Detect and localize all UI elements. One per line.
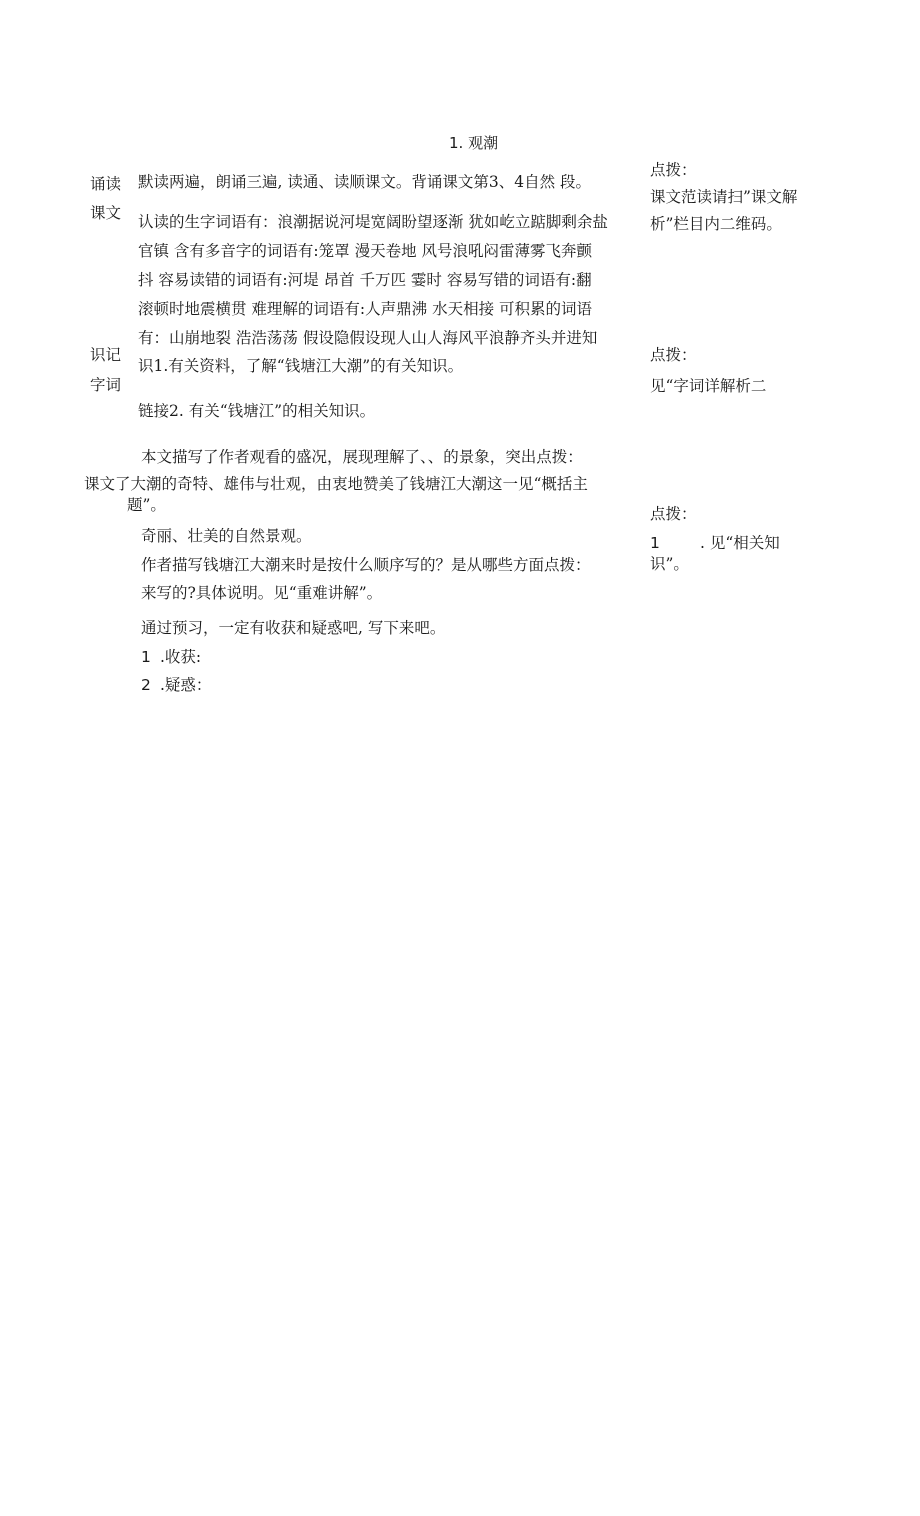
doubt-label: .疑惑： — [160, 676, 212, 694]
vocab-line-3: 抖 容易读错的词语有:河堤 昂首 千万匹 霎时 容易写错的词语有:翻 — [138, 271, 592, 289]
harvest-label: .收获: — [160, 648, 202, 666]
note3-line2: 识”。 — [650, 555, 689, 573]
question-line-1: 作者描写钱塘江大潮来时是按什么顺序写的？是从哪些方面点拨： — [141, 556, 591, 574]
note2-line1: 见“字词详解析二 — [650, 377, 767, 395]
harvest-number: 1 — [141, 648, 151, 666]
reading-instruction: 默读两遍，朗诵三遍, 读通、读顺课文。背诵课文第3、4自然 段。 — [138, 173, 592, 191]
note1-line1: 课文范读请扫”课文解 — [650, 188, 798, 206]
note3-title: 点拨： — [650, 505, 697, 523]
summary-line-3: 题”。 — [127, 496, 166, 514]
page-title: 1. 观潮 — [449, 134, 499, 152]
doubt-number: 2 — [141, 676, 151, 694]
label-vocab-line2: 字词 — [90, 376, 122, 394]
vocab-line-2: 官镇 含有多音字的词语有:笼罩 漫天卷地 风号浪吼闷雷薄雾飞奔颤 — [138, 242, 593, 260]
vocab-line-4: 滚顿时地震横贯 难理解的词语有:人声鼎沸 水天相接 可积累的词语 — [138, 300, 593, 318]
note3-line1: . 见“相关知 — [700, 534, 780, 552]
label-recite-line2: 课文 — [90, 204, 122, 222]
vocab-line-1: 认读的生字词语有：浪潮据说河堤宽阔盼望逐渐 犹如屹立踮脚剩余盐 — [138, 213, 608, 231]
summary-line-1: 本文描写了作者观看的盛况，展现理解了、、的景象，突出点拨： — [141, 448, 583, 466]
summary-line-2: 课文了大潮的奇特、雄伟与壮观，由衷地赞美了钱塘江大潮这一见“概括主 — [84, 475, 588, 493]
note2-title: 点拨： — [650, 346, 697, 364]
note1-line2: 析”栏目内二维码。 — [650, 215, 782, 233]
note1-title: 点拨： — [650, 161, 697, 179]
note3-number: 1 — [650, 534, 660, 552]
label-vocab-line1: 识记 — [90, 346, 122, 364]
label-recite-line1: 诵读 — [90, 175, 122, 193]
question-line-2: 来写的?具体说明。见“重难讲解”。 — [141, 584, 383, 602]
preview-line: 通过预习，一定有收获和疑惑吧, 写下来吧。 — [141, 619, 446, 637]
vocab-line-5: 有：山崩地裂 浩浩荡荡 假设隐假设现人山人海风平浪静齐头并进知 — [138, 329, 598, 347]
link-line: 链接2. 有关“钱塘江”的相关知识。 — [138, 402, 376, 420]
summary-line-4: 奇丽、壮美的自然景观。 — [141, 527, 312, 545]
vocab-line-6: 识1.有关资料，了解“钱塘江大潮”的有关知识。 — [138, 357, 464, 375]
